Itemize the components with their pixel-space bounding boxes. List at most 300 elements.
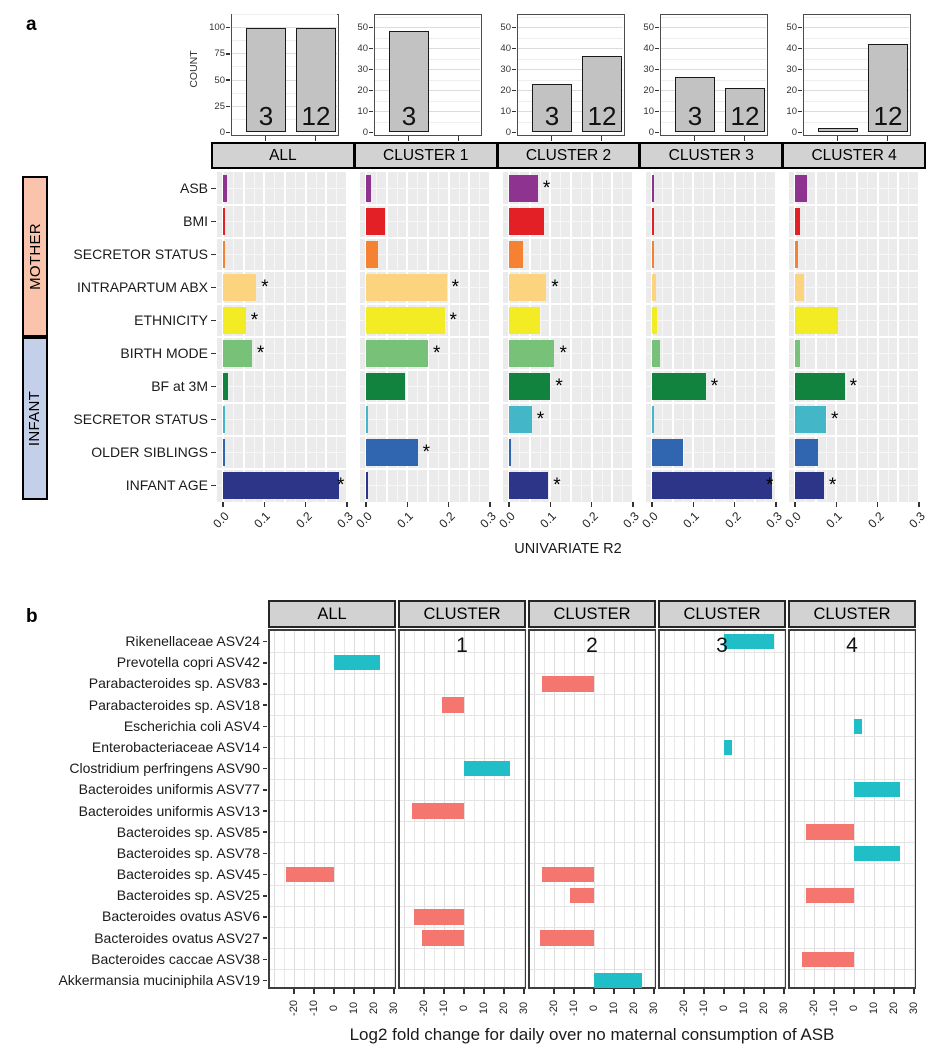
r2-row-label: ETHNICITY xyxy=(134,312,208,328)
b-gridline-h xyxy=(400,779,524,780)
count-xtick xyxy=(837,136,839,141)
count-bar-label: 3 xyxy=(544,101,560,131)
b-xtick-label: 10 xyxy=(478,1001,490,1015)
b-row-label: Clostridium perfringens ASV90 xyxy=(69,760,260,777)
r2-bar xyxy=(223,373,228,400)
r2-bar xyxy=(223,307,246,334)
panel-b-label: b xyxy=(26,606,38,627)
b-row-tick xyxy=(263,789,267,791)
count-bar-label: 12 xyxy=(730,101,760,131)
count-ytick xyxy=(512,69,516,71)
b-xtick-label: -20 xyxy=(678,1000,690,1016)
count-ytick xyxy=(369,90,373,92)
r2-bar xyxy=(652,274,656,301)
count-bar-label: 12 xyxy=(587,101,617,131)
group-box-infant xyxy=(22,337,48,500)
b-gridline-h xyxy=(400,948,524,949)
count-gridline xyxy=(661,27,766,28)
r2-gridline-h-minor xyxy=(646,320,776,321)
count-gridline xyxy=(661,48,766,49)
r2-sig-star: * xyxy=(451,277,459,298)
r2-gridline-h xyxy=(503,402,633,405)
count-ytick-label: 0 xyxy=(648,127,654,138)
r2-gridline-h xyxy=(646,402,776,405)
b-gridline-h xyxy=(790,885,914,886)
log2-axis-label: Log2 fold change for daily over no maternal consumption of ASB xyxy=(349,1025,835,1044)
b-gridline-v xyxy=(334,631,335,987)
b-gridline-h xyxy=(660,948,784,949)
r2-gridline-h-minor xyxy=(217,254,347,255)
b-gridline-v xyxy=(284,631,285,987)
b-row-tick xyxy=(263,874,267,876)
b-gridline-h xyxy=(790,948,914,949)
r2-bar xyxy=(509,373,550,400)
r2-bar xyxy=(223,175,227,202)
b-xtick-label: 20 xyxy=(888,1001,900,1015)
strip-a-cell xyxy=(641,144,784,167)
b-xtick-label: 20 xyxy=(498,1001,510,1015)
r2-xtick xyxy=(734,502,736,507)
b-gridline-h xyxy=(400,821,524,822)
r2-bar xyxy=(652,373,706,400)
count-ytick-label: 30 xyxy=(500,64,511,75)
b-strip xyxy=(398,600,526,628)
r2-gridline-h xyxy=(789,303,919,306)
strip-row-a xyxy=(211,142,926,169)
count-bar-label: 12 xyxy=(873,101,903,131)
r2-bar xyxy=(223,241,225,268)
b-row-tick xyxy=(263,704,267,706)
r2-bar xyxy=(223,472,339,499)
count-ytick-label: 50 xyxy=(500,22,511,33)
r2-row-label: BMI xyxy=(183,213,208,229)
count-ytick xyxy=(226,106,230,108)
r2-gridline-h xyxy=(503,237,633,240)
b-gridline-v xyxy=(804,631,805,987)
r2-gridline-h xyxy=(217,435,347,438)
panel-a-label: a xyxy=(26,14,37,35)
r2-bar xyxy=(509,472,548,499)
b-gridline-v xyxy=(894,631,895,987)
b-row-label: Enterobacteriaceae ASV14 xyxy=(91,738,260,755)
b-xtick-label: 0 xyxy=(458,1004,470,1012)
b-gridline-h xyxy=(660,906,784,907)
b-gridline-v xyxy=(354,631,355,987)
b-row-tick xyxy=(263,853,267,855)
b-gridline-v xyxy=(534,631,535,987)
r2-sig-star: * xyxy=(256,343,265,364)
r2-bar xyxy=(795,340,800,367)
b-bar xyxy=(802,952,854,967)
b-gridline-h xyxy=(660,842,784,843)
count-bar-label: 3 xyxy=(687,101,703,131)
count-ytick-label: 30 xyxy=(643,64,654,75)
r2-xtick-label: 0.1 xyxy=(251,509,274,531)
count-ytick-label: 100 xyxy=(209,22,225,33)
r2-xtick xyxy=(550,502,552,507)
r2-gridline-h-minor xyxy=(789,254,919,255)
r2-xtick xyxy=(264,502,266,507)
strip-a-cell xyxy=(499,144,642,167)
count-ytick xyxy=(655,69,659,71)
count-ytick-label: 40 xyxy=(643,43,654,54)
count-ytick xyxy=(655,132,659,134)
b-gridline-v xyxy=(704,631,705,987)
count-xtick xyxy=(265,136,267,141)
count-gridline-minor xyxy=(804,17,909,18)
count-ytick-label: 20 xyxy=(500,85,511,96)
count-ytick-label: 0 xyxy=(791,127,797,138)
r2-bar xyxy=(795,472,824,499)
count-axis-label: COUNT xyxy=(188,50,200,88)
strip-a-label: CLUSTER 1 xyxy=(383,146,469,164)
b-row-label: Bacteroides uniformis ASV13 xyxy=(78,802,260,819)
r2-xtick-label: 0.1 xyxy=(537,509,560,531)
r2-xtick xyxy=(591,502,593,507)
b-gridline-h xyxy=(270,842,394,843)
count-ytick-label: 30 xyxy=(786,64,797,75)
r2-gridline-h xyxy=(360,237,490,240)
b-gridline-h xyxy=(530,927,654,928)
b-strip xyxy=(268,600,396,628)
b-gridline-h xyxy=(660,736,784,737)
b-gridline-h xyxy=(530,863,654,864)
r2-gridline-h xyxy=(789,336,919,339)
b-row-label: Bacteroides sp. ASV45 xyxy=(116,866,260,883)
b-gridline-h xyxy=(660,863,784,864)
b-gridline-h xyxy=(270,736,394,737)
count-ytick xyxy=(512,132,516,134)
r2-bar xyxy=(366,175,371,202)
b-row-label: Parabacteroides sp. ASV18 xyxy=(88,696,260,713)
b-bar xyxy=(854,782,900,797)
r2-row-tick xyxy=(211,320,216,322)
count-ytick-label: 10 xyxy=(643,106,654,117)
count-ytick xyxy=(798,27,802,29)
r2-gridline-h xyxy=(360,336,490,339)
r2-xtick-label: 0.3 xyxy=(906,509,928,531)
b-xtick-label: 30 xyxy=(518,1001,530,1015)
r2-row-label: INTRAPARTUM ABX xyxy=(77,279,208,295)
r2-row-tick xyxy=(211,353,216,355)
r2-bar xyxy=(795,439,818,466)
r2-gridline-h xyxy=(503,204,633,207)
b-gridline-v xyxy=(824,631,825,987)
count-ytick-label: 40 xyxy=(786,43,797,54)
b-gridline-v xyxy=(694,631,695,987)
r2-bar xyxy=(795,175,807,202)
r2-bar xyxy=(652,439,683,466)
b-gridline-h xyxy=(400,863,524,864)
r2-xtick-label: 0.1 xyxy=(394,509,417,531)
b-gridline-h xyxy=(400,758,524,759)
b-row-label: Bacteroides sp. ASV78 xyxy=(116,844,260,861)
r2-gridline-h xyxy=(217,369,347,372)
r2-bar xyxy=(509,208,544,235)
count-panel xyxy=(517,14,625,136)
r2-bar xyxy=(652,406,654,433)
b-bar xyxy=(542,867,594,882)
b-gridline-v xyxy=(474,631,475,987)
count-ytick xyxy=(226,79,230,81)
count-ytick-label: 10 xyxy=(786,106,797,117)
r2-sig-star: * xyxy=(542,178,551,199)
count-ytick xyxy=(798,132,802,134)
r2-gridline-h xyxy=(646,435,776,438)
r2-gridline-h xyxy=(789,468,919,471)
b-gridline-h xyxy=(790,694,914,695)
r2-axis-label: UNIVARIATE R2 xyxy=(514,541,622,557)
b-strip-label: ALL xyxy=(317,604,347,623)
r2-gridline-h-minor xyxy=(789,353,919,354)
b-gridline-h xyxy=(660,673,784,674)
b-xtick-label: 30 xyxy=(388,1001,400,1015)
b-strip-label: CLUSTER xyxy=(423,604,501,623)
r2-xtick xyxy=(918,502,920,507)
b-gridline-h xyxy=(270,885,394,886)
b-bar xyxy=(442,697,464,712)
b-strip-label: CLUSTER xyxy=(813,604,891,623)
r2-row-tick xyxy=(211,188,216,190)
b-xtick-label: 10 xyxy=(868,1001,880,1015)
r2-xtick-label: 0.0 xyxy=(782,509,804,531)
count-gridline-minor xyxy=(661,38,766,39)
r2-panel xyxy=(503,172,633,502)
r2-row-label: ASB xyxy=(179,180,208,196)
r2-bar xyxy=(366,274,447,301)
r2-sig-star: * xyxy=(536,409,545,430)
count-ytick xyxy=(369,69,373,71)
b-gridline-v xyxy=(514,631,515,987)
b-gridline-h xyxy=(400,736,524,737)
r2-bar xyxy=(509,175,538,202)
b-row-label: Prevotella copri ASV42 xyxy=(116,654,260,671)
b-gridline-v xyxy=(344,631,345,987)
b-bar xyxy=(422,930,464,945)
count-ytick xyxy=(655,48,659,50)
count-gridline-minor xyxy=(661,17,766,18)
count-ytick xyxy=(512,111,516,113)
b-xtick-label: -20 xyxy=(808,1000,820,1016)
b-gridline-h xyxy=(530,694,654,695)
b-bar xyxy=(542,676,594,691)
r2-gridline-h xyxy=(217,204,347,207)
b-xtick-label: 20 xyxy=(368,1001,380,1015)
b-gridline-h xyxy=(660,969,784,970)
b-row-tick xyxy=(263,831,267,833)
b-strip-label: CLUSTER xyxy=(683,604,761,623)
r2-gridline-h-minor xyxy=(646,221,776,222)
count-gridline-minor xyxy=(518,38,623,39)
b-xtick-label: 30 xyxy=(908,1001,920,1015)
count-ytick-label: 10 xyxy=(357,106,368,117)
b-row-tick xyxy=(263,662,267,664)
r2-xtick-label: 0.3 xyxy=(763,509,785,531)
b-gridline-v xyxy=(374,631,375,987)
b-gridline-h xyxy=(270,927,394,928)
r2-bar xyxy=(652,241,654,268)
r2-bar xyxy=(366,406,368,433)
count-xtick xyxy=(744,136,746,141)
r2-xtick-label: 0.2 xyxy=(292,509,315,531)
count-gridline-minor xyxy=(375,17,480,18)
b-panel xyxy=(788,629,916,989)
b-gridline-v xyxy=(604,631,605,987)
r2-sig-star: * xyxy=(432,343,441,364)
r2-xtick-label: 0.2 xyxy=(435,509,458,531)
count-ytick xyxy=(226,27,230,29)
r2-row-tick xyxy=(211,254,216,256)
r2-gridline-h xyxy=(503,369,633,372)
r2-gridline-h xyxy=(217,270,347,273)
b-bar xyxy=(414,909,464,924)
count-bar-label: 3 xyxy=(401,101,417,131)
b-gridline-h xyxy=(530,842,654,843)
count-panel xyxy=(660,14,768,136)
r2-gridline-h xyxy=(503,303,633,306)
b-row-label: Parabacteroides sp. ASV83 xyxy=(88,675,260,692)
b-gridline-h xyxy=(530,821,654,822)
b-panel xyxy=(268,629,396,989)
r2-xtick-label: 0.1 xyxy=(680,509,703,531)
b-gridline-h xyxy=(660,927,784,928)
r2-gridline-h-minor xyxy=(646,353,776,354)
b-panel xyxy=(658,629,786,989)
r2-bar xyxy=(366,241,378,268)
strip-a-label: CLUSTER 4 xyxy=(811,146,897,164)
b-row-tick xyxy=(263,980,267,982)
count-ytick xyxy=(798,69,802,71)
b-xtick-label: 10 xyxy=(608,1001,620,1015)
b-xtick-label: -10 xyxy=(828,1000,840,1016)
count-ytick-label: 50 xyxy=(357,22,368,33)
b-gridline-h xyxy=(530,736,654,737)
r2-xtick-label: 0.2 xyxy=(864,509,887,531)
b-gridline-v xyxy=(644,631,645,987)
r2-panel xyxy=(360,172,490,502)
b-gridline-v xyxy=(684,631,685,987)
r2-sig-star: * xyxy=(710,376,719,397)
count-ytick-label: 0 xyxy=(219,127,225,138)
b-row-tick xyxy=(263,726,267,728)
r2-gridline-h xyxy=(217,303,347,306)
count-gridline xyxy=(518,48,623,49)
r2-sig-star: * xyxy=(828,475,837,496)
b-strip-label: CLUSTER xyxy=(553,604,631,623)
count-ytick xyxy=(226,132,230,134)
r2-bar xyxy=(509,274,546,301)
count-xtick xyxy=(887,136,889,141)
r2-xtick xyxy=(632,502,634,507)
b-gridline-h xyxy=(270,969,394,970)
b-gridline-h xyxy=(790,715,914,716)
r2-xtick-label: 0.0 xyxy=(639,509,661,531)
count-xtick xyxy=(601,136,603,141)
b-row-tick xyxy=(263,683,267,685)
count-ytick xyxy=(512,90,516,92)
b-gridline-h xyxy=(270,948,394,949)
r2-sig-star: * xyxy=(849,376,857,397)
b-bar xyxy=(854,719,862,734)
r2-bar xyxy=(509,307,540,334)
r2-bar xyxy=(795,274,804,301)
count-ytick xyxy=(655,111,659,113)
b-gridline-v xyxy=(294,631,295,987)
count-ytick-label: 50 xyxy=(214,74,225,86)
b-xtick-label: -20 xyxy=(288,1000,300,1016)
b-gridline-h xyxy=(270,758,394,759)
b-bar xyxy=(540,930,594,945)
r2-sig-star: * xyxy=(261,277,269,298)
r2-gridline-h xyxy=(789,237,919,240)
r2-xtick xyxy=(222,502,224,507)
b-row-label: Akkermansia muciniphila ASV19 xyxy=(58,971,260,988)
count-ytick xyxy=(798,48,802,50)
r2-gridline-h xyxy=(360,435,490,438)
r2-xtick-label: 0.3 xyxy=(620,509,642,531)
r2-xtick xyxy=(448,502,450,507)
r2-xtick xyxy=(489,502,491,507)
r2-sig-star: * xyxy=(830,409,839,430)
r2-xtick-label: 0.2 xyxy=(578,509,601,531)
r2-bar xyxy=(795,406,826,433)
b-gridline-h xyxy=(530,673,654,674)
b-gridline-v xyxy=(484,631,485,987)
r2-row-label: SECRETOR STATUS xyxy=(73,411,208,427)
b-xtick-label: -10 xyxy=(568,1000,580,1016)
r2-xtick xyxy=(508,502,510,507)
r2-bar xyxy=(652,307,657,334)
r2-bar xyxy=(795,208,800,235)
r2-row-label: OLDER SIBLINGS xyxy=(91,444,208,460)
b-gridline-v xyxy=(854,631,855,987)
r2-gridline-h-minor xyxy=(360,254,490,255)
r2-xtick xyxy=(836,502,838,507)
b-strip xyxy=(788,600,916,628)
r2-gridline-h xyxy=(360,369,490,372)
count-xtick xyxy=(408,136,410,141)
count-ytick xyxy=(655,90,659,92)
count-ytick-label: 50 xyxy=(643,22,654,33)
r2-sig-star: * xyxy=(766,475,774,496)
b-gridline-h xyxy=(790,800,914,801)
b-gridline-h xyxy=(400,927,524,928)
b-xtick-label: 0 xyxy=(328,1004,340,1012)
r2-row-label: INFANT AGE xyxy=(125,477,208,493)
count-ytick-label: 30 xyxy=(357,64,368,75)
r2-xtick-label: 0.2 xyxy=(721,509,744,531)
r2-bar xyxy=(366,373,405,400)
b-gridline-v xyxy=(614,631,615,987)
r2-panel xyxy=(789,172,919,502)
b-gridline-h xyxy=(790,821,914,822)
r2-gridline-h-minor xyxy=(646,419,776,420)
r2-xtick xyxy=(775,502,777,507)
r2-bar xyxy=(366,340,428,367)
r2-bar xyxy=(795,307,838,334)
b-gridline-v xyxy=(774,631,775,987)
r2-gridline-h xyxy=(646,369,776,372)
count-xtick xyxy=(694,136,696,141)
r2-xtick xyxy=(305,502,307,507)
count-ytick-label: 0 xyxy=(362,127,368,138)
r2-bar xyxy=(223,406,225,433)
r2-bar xyxy=(509,340,554,367)
r2-gridline-h-minor xyxy=(646,188,776,189)
count-ytick xyxy=(512,48,516,50)
b-xtick-label: 30 xyxy=(778,1001,790,1015)
r2-gridline-h-minor xyxy=(503,452,633,453)
